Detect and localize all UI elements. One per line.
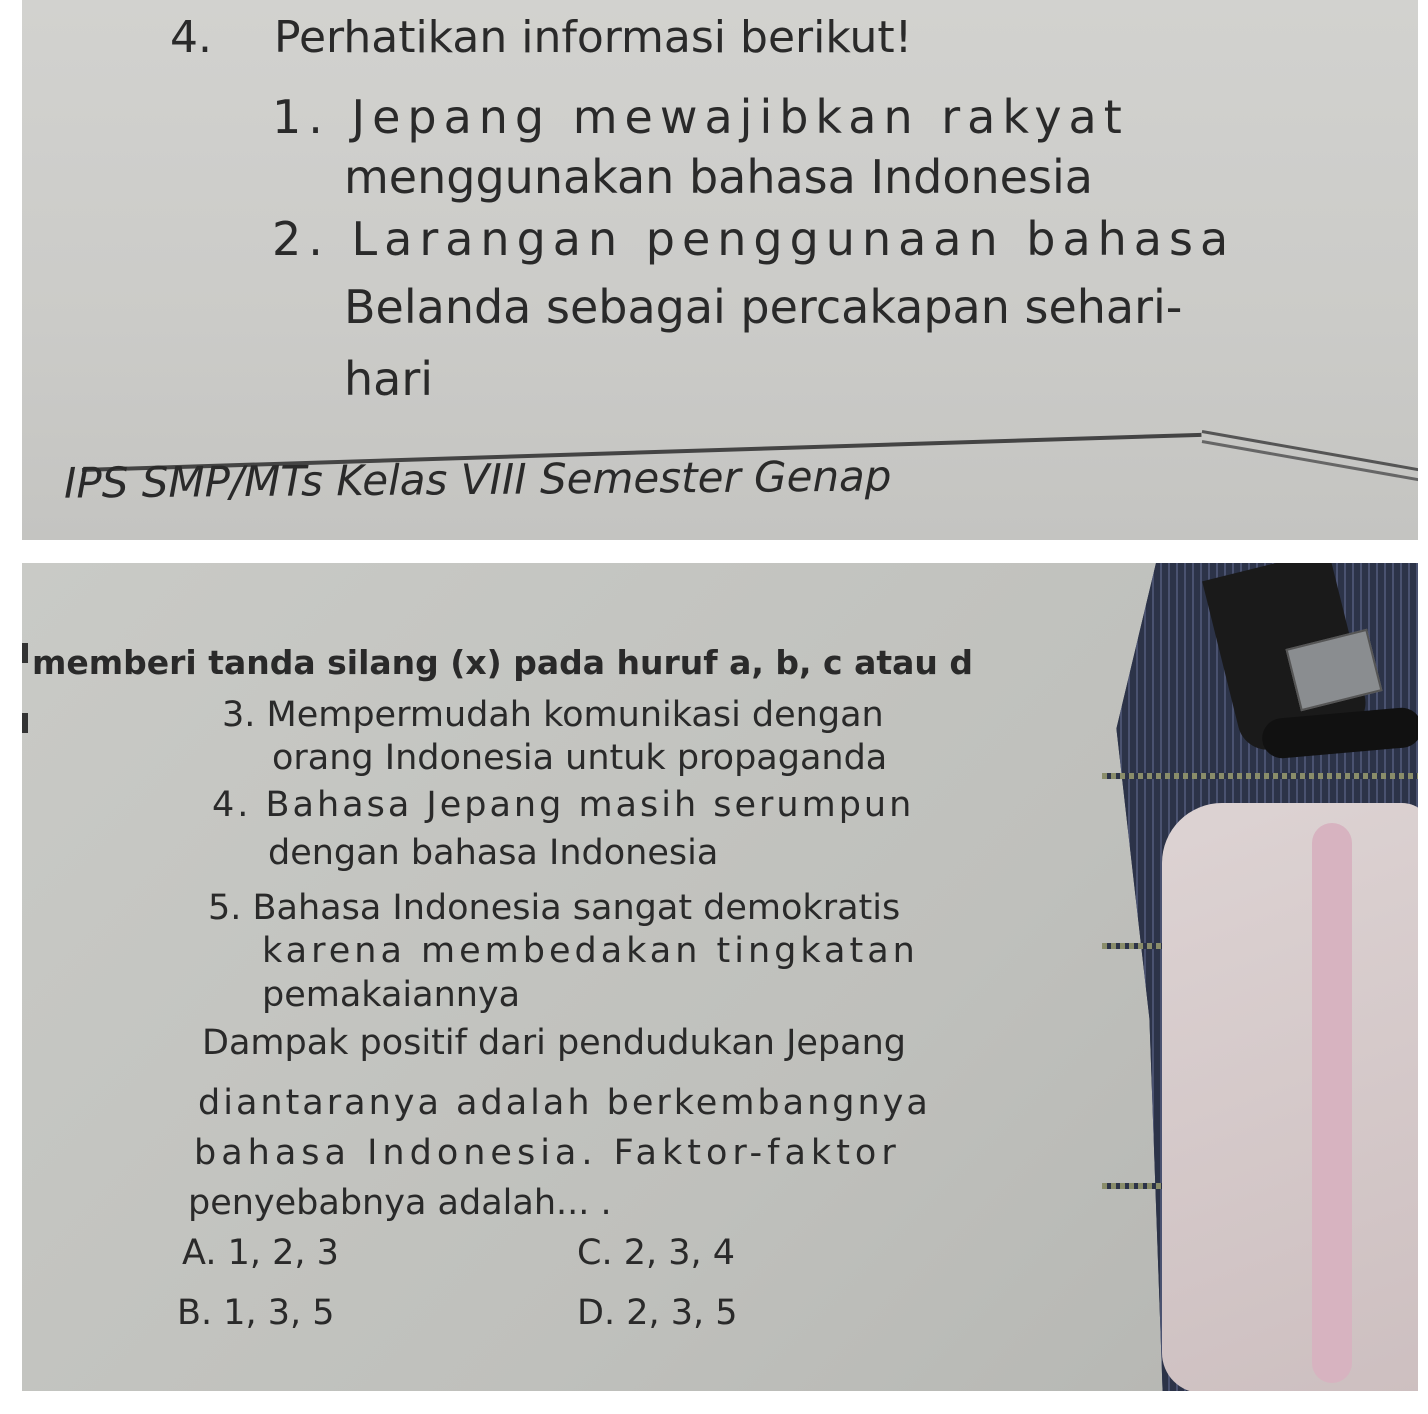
option-b: B. 1, 3, 5 bbox=[177, 1293, 335, 1333]
info-item-1-line-2: menggunakan bahasa Indonesia bbox=[344, 150, 1093, 204]
page-mark bbox=[22, 643, 28, 663]
item-4-line-1: 4. Bahasa Jepang masih serumpun bbox=[212, 785, 915, 825]
pencil-case-edge bbox=[1312, 823, 1352, 1383]
fabric-stripe bbox=[1102, 773, 1418, 779]
question-line-4: penyebabnya adalah... . bbox=[188, 1183, 612, 1223]
pencil-case bbox=[1162, 803, 1418, 1391]
item-3-line-1: 3. Mempermudah komunikasi dengan bbox=[222, 695, 884, 735]
info-item-1-line-1: 1. Jepang mewajibkan rakyat bbox=[272, 90, 1129, 144]
question-line-3: bahasa Indonesia. Faktor-faktor bbox=[194, 1133, 901, 1173]
option-d: D. 2, 3, 5 bbox=[577, 1293, 738, 1333]
item-3-line-2: orang Indonesia untuk propaganda bbox=[272, 738, 888, 778]
info-item-2-line-2: Belanda sebagai percakapan sehari- bbox=[344, 280, 1183, 334]
info-item-2-line-1: 2. Larangan penggunaan bahasa bbox=[272, 212, 1236, 266]
instruction-text: memberi tanda silang (x) pada huruf a, b, c atau d bbox=[32, 643, 973, 682]
item-5-line-1: 5. Bahasa Indonesia sangat demokratis bbox=[208, 888, 901, 928]
option-c: C. 2, 3, 4 bbox=[577, 1233, 735, 1273]
page-footer: IPS SMP/MTs Kelas VIII Semester Genap bbox=[63, 451, 892, 508]
question-line-2: diantaranya adalah berkembangnya bbox=[198, 1083, 931, 1123]
item-4-line-2: dengan bahasa Indonesia bbox=[268, 833, 719, 873]
bottom-page-photo bbox=[22, 563, 1418, 1391]
top-page-photo bbox=[22, 0, 1418, 540]
item-5-line-3: pemakaiannya bbox=[262, 975, 521, 1015]
option-a: A. 1, 2, 3 bbox=[182, 1233, 339, 1273]
page-mark bbox=[22, 713, 28, 733]
info-item-2-line-3: hari bbox=[344, 352, 434, 406]
question-line-1: Dampak positif dari pendudukan Jepang bbox=[202, 1023, 906, 1063]
question-number: 4. bbox=[170, 12, 212, 63]
question-heading: Perhatikan informasi berikut! bbox=[274, 12, 913, 63]
footer-rule-accent bbox=[1202, 430, 1418, 475]
item-5-line-2: karena membedakan tingkatan bbox=[262, 931, 919, 971]
